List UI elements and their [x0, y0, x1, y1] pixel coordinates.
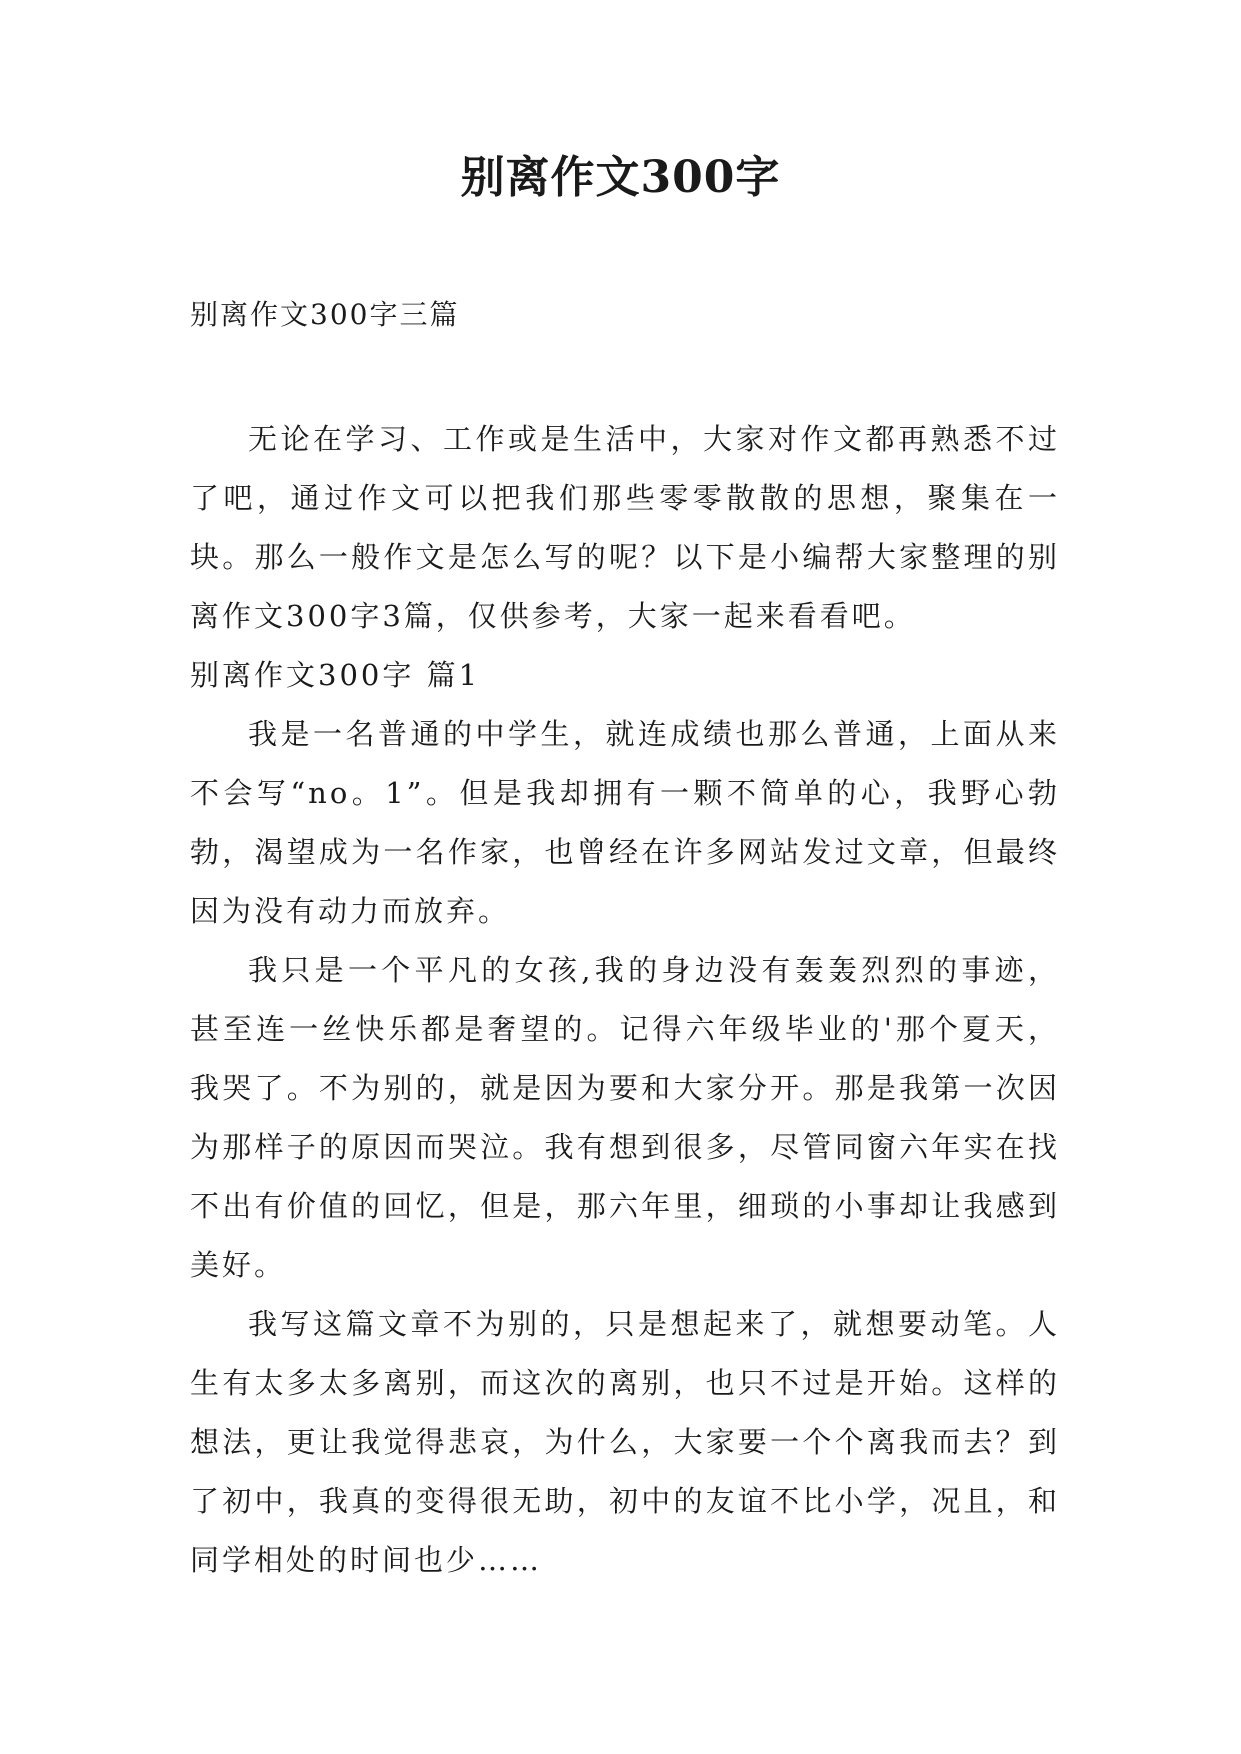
body-paragraph-3: 我写这篇文章不为别的，只是想起来了，就想要动笔。人生有太多太多离别，而这次的离别，也只不过是开始。这样的想法，更让我觉得悲哀，为什么，大家要一个个离我而去？到了初中，我真的变得很无助，初中的友谊不比小学，况且，和同学相处的时间也少……	[190, 1307, 1060, 1577]
document-body	[190, 410, 1060, 1590]
document-title: 别离作文300字	[460, 152, 781, 203]
section-heading: 别离作文300字 篇1	[190, 658, 481, 692]
intro-paragraph: 无论在学习、工作或是生活中，大家对作文都再熟悉不过了吧，通过作文可以把我们那些零零散散的思想，聚集在一块。那么一般作文是怎么写的呢？以下是小编帮大家整理的别离作文300字3篇，仅供参考，大家一起来看看吧。	[190, 422, 1060, 633]
document-subtitle: 别离作文300字三篇	[190, 298, 460, 331]
body-paragraph-2: 我只是一个平凡的女孩,我的身边没有轰轰烈烈的事迹，甚至连一丝快乐都是奢望的。记得六年级毕业的'那个夏天，我哭了。不为别的，就是因为要和大家分开。那是我第一次因为那样子的原因而哭泣。我有想到很多，尽管同窗六年实在找不出有价值的回忆，但是，那六年里，细琐的小事却让我感到美好。	[190, 953, 1060, 1282]
body-paragraph-1: 我是一名普通的中学生，就连成绩也那么普通，上面从来不会写“no。1”。但是我却拥有一颗不简单的心，我野心勃勃，渴望成为一名作家，也曾经在许多网站发过文章，但最终因为没有动力而放弃。	[190, 717, 1060, 928]
